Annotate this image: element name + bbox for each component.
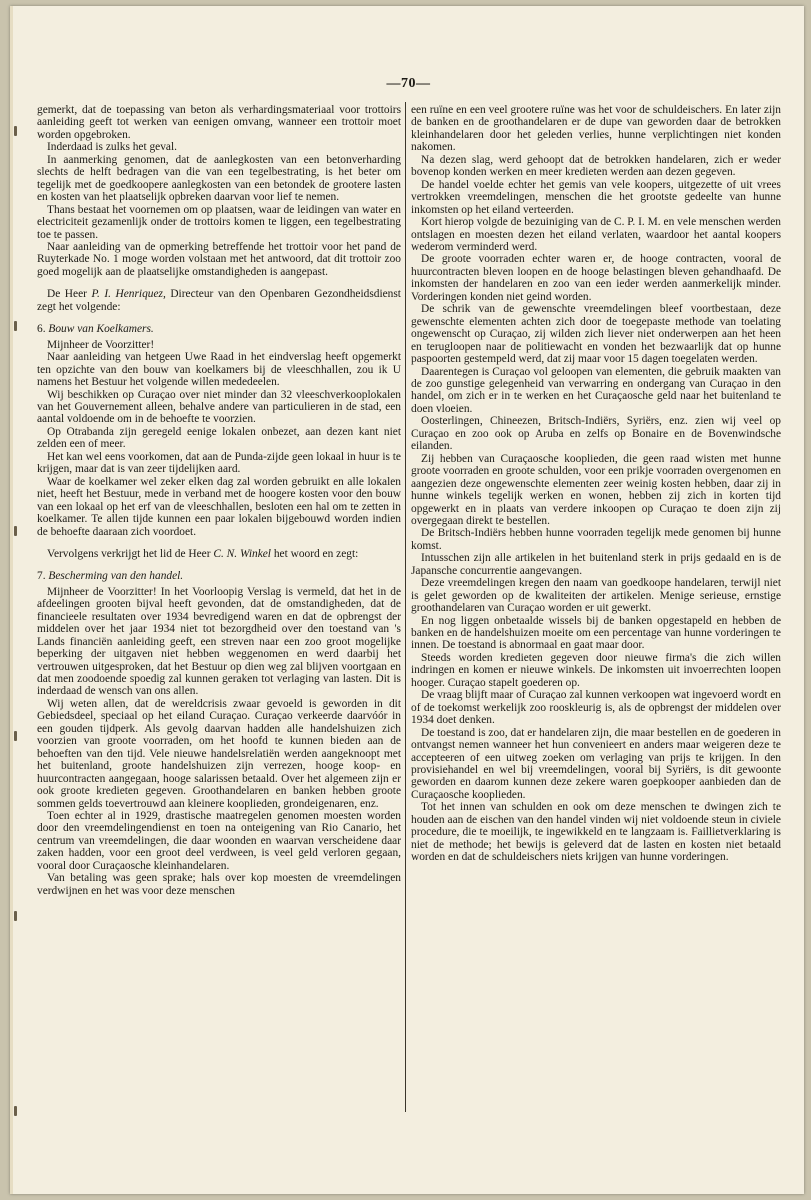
paragraph: En nog liggen onbetaalde wissels bij de banken opgestapeld en hebben de banken en de handelshuizen moeite om een percentage van hunne vorderingen te innen. De toestand is abnormaal en gaat maar door.	[411, 614, 781, 652]
paragraph: Na dezen slag, werd gehoopt dat de betrokken handelaren, zich er weder bovenop konden werken en meer kredieten werden aan dezen gegeven.	[411, 153, 781, 179]
section-heading-7	[37, 570, 401, 582]
paragraph: Het kan wel eens voorkomen, dat aan de Punda-zijde geen lokaal in huur is te krijgen, maar dat is van zeer tijdelijken aard.	[37, 450, 401, 476]
speaker-name: C. N. Winkel	[213, 547, 271, 560]
paragraph: Mijnheer de Voorzitter!	[47, 338, 155, 351]
column-divider	[405, 102, 406, 1112]
paragraph: Daarentegen is Curaçao vol geloopen van elementen, die gebruik maakten van de zoo gunstige gelegenheid van verwarring en ondergang van Curaçao in den handel, om zich er in te werken en het Curaçaosche geld naar het buitenland te doen vloeien.	[411, 365, 781, 415]
section-title: Bouw van Koelkamers.	[48, 323, 154, 336]
paragraph: Steeds worden kredieten gegeven door nieuwe firma's die zich willen indringen en komen er nieuwe winkels. De inkomsten uit invoerrechten loopen hooger. Curaçao stapelt goederen op.	[411, 651, 781, 689]
paragraph: Inderdaad is zulks het geval.	[47, 141, 177, 154]
paragraph: De toestand is zoo, dat er handelaren zijn, die maar bestellen en de goederen in ontvangst nemen wanneer het hun convenieert en anders maar weigeren deze te accepteeren of een uitweg zoeken om verlaging van prijs te krijgen. In den provisiehandel en wel bij vreemdelingen, vooral bij Syriërs, is dit gewoonte geworden en daarom kunnen deze zekere waren goepkooper aanbieden dan de Curaçaosche kooplieden.	[411, 726, 781, 801]
paragraph: Intusschen zijn alle artikelen in het buitenland sterk in prijs gedaald en is de Japansche concurrentie aangevangen.	[411, 552, 781, 577]
paragraph: Naar aanleiding van de opmerking betreffende het trottoir voor het pand de Ruyterkade No. 1 moge worden volstaan met het antwoord, dat dit trottoir zoo goed mogelijk aan de plaatselijke omstandigheden is aangepast.	[37, 240, 401, 278]
paragraph: Op Otrabanda zijn geregeld eenige lokalen onbezet, aan dezen kant niet zelden een of meer.	[37, 425, 401, 451]
binding-mark	[14, 731, 17, 741]
speaker-intro	[37, 288, 401, 313]
paragraph: Toen echter al in 1929, drastische maatregelen genomen moesten worden door den vreemdelingendienst en toen na onteigening van Rio Canario, het centrum van vreemdelingen, die daar woonden en waarvan verscheidene daar zaken hadden, voor een groot deel verdween, is veel geld verloren gegaan, vooral door Curaçaosche kleinhandelaren.	[37, 810, 401, 872]
paragraph: Waar de koelkamer wel zeker elken dag zal worden gebruikt en alle lokalen niet, heeft het Bestuur, mede in verband met de hoogere kosten voor den bouw van een lokaal op het erf van de vleeschhallen, besloten een hal om te zetten in koelkamer. Te allen tijde kunnen een paar lokalen bijgebouwd worden indien de behoefte daaraan zich voordoet.	[37, 475, 401, 538]
paragraph: Van betaling was geen sprake; hals over kop moesten de vreemdelingen verdwijnen en het was voor deze menschen	[37, 872, 401, 897]
section-number: 7.	[37, 570, 46, 583]
paragraph: gemerkt, dat de toepassing van beton als verhardingsmateriaal voor trottoirs aanleiding geeft tot werken van eenigen omvang, wanneer een trottoir moet worden opgebroken.	[37, 104, 401, 141]
paragraph: Wij beschikken op Curaçao over niet minder dan 32 vleeschverkooplokalen van het Gouvernement alleen, behalve andere van particulieren in de stad, een aantal voldoende om in de behoefte te voorzien.	[37, 388, 401, 426]
paragraph: De Britsch-Indiërs hebben hunne voorraden tegelijk mede genomen bij hunne komst.	[411, 527, 781, 552]
paragraph: Naar aanleiding van hetgeen Uwe Raad in het eindverslag heeft opgemerkt ten opzichte van den bouw van koelkamers bij de vleeschhallen, zou ik U namens het Bestuur het volgende willen mededeelen.	[37, 351, 401, 389]
right-column	[411, 104, 781, 864]
page-number: —70—	[386, 76, 431, 91]
paragraph: Deze vreemdelingen kregen den naam van goedkoope handelaren, terwijl niet is gelet geworden op de kwaliteiten der artikelen. Menige serieuse, ernstige groothandelaren van Curaçao worden er uit gewerkt.	[411, 577, 781, 615]
section-heading-6	[37, 323, 401, 335]
paragraph: een ruïne en een veel grootere ruïne was het voor de schuldeischers. En later zijn de banken en de groothandelaren er de dupe van geworden daar de betrokken kleinhandelaren door het geleden verlies, hunne verplichtingen niet konden nakomen.	[411, 104, 781, 154]
paragraph: Oosterlingen, Chineezen, Britsch-Indiërs, Syriërs, enz. zien wij veel op Curaçao en zoo ook op Aruba en zelfs op Bonaire en de Bovenwindsche eilanden.	[411, 415, 781, 453]
paragraph: Mijnheer de Voorzitter! In het Voorloopig Verslag is vermeld, dat het in de afdeelingen grooten bijval heeft gevonden, dat de omstandigheden, dat de financieele resultaten over 1934 bevredigend waren en dat de opbrengst der middelen over het jaar 1934 niet tot bezorgdheid over den toestand van 's Lands financiën aanleiding geeft, een streven naar een zoo groot mogelijke beperking der uitgaven niet hebben weggenomen en werd daarbij het vertrouwen uitgesproken, dat het Bestuur op dien weg zal blijven voortgaan en dat men zoodoende spoedig zal kunnen geraken tot verlaging van lasten. Dit is inderdaad de wensch van ons allen.	[37, 585, 401, 698]
paragraph: Kort hierop volgde de bezuiniging van de C. P. I. M. en vele menschen werden ontslagen en moesten dezen het eiland verlaten, waardoor het aantal koopers wederom verminderd werd.	[411, 216, 781, 253]
binding-mark	[14, 526, 17, 536]
paragraph: Tot het innen van schulden en ook om deze menschen te dwingen zich te houden aan de eischen van den handel vinden wij niet voldoende steun in civiele procedure, die te moeilijk, te ingewikkeld en te langzaam is. Faillietverklaring is niet de methode; het bewijs is geleverd dat de lasten en kosten niet betaald worden en dat de schuldeischers niets krijgen van hunne vorderingen.	[411, 801, 781, 864]
binding-mark	[14, 126, 17, 136]
speaker-name: P. I. Henriquez,	[91, 288, 166, 301]
binding-mark	[14, 1106, 17, 1116]
speaker-intro	[37, 548, 401, 560]
paragraph: De groote voorraden echter waren er, de hooge contracten, vooral de huurcontracten bleven loopen en de hooge belastingen bleven gehandhaafd. De inkomsten der handelaren en zoo van een ieder werden aanmerkelijk minder. Vorderingen konden niet geind worden.	[411, 253, 781, 303]
paragraph: Thans bestaat het voornemen om op plaatsen, waar de leidingen van water en electriciteit gezamenlijk onder de trottoirs komen te liggen, een tegelbestrating toe te passen.	[37, 203, 401, 241]
left-column	[37, 104, 401, 897]
paragraph: De vraag blijft maar of Curaçao zal kunnen verkoopen wat ingevoerd wordt en of de toekomst werkelijk zoo rooskleurig is, als de opbrengst der middelen over 1934 doet denken.	[411, 689, 781, 727]
binding-mark	[14, 911, 17, 921]
paragraph: Wij weten allen, dat de wereldcrisis zwaar gevoeld is geworden in dit Gebiedsdeel, speciaal op het eiland Curaçao. Curaçao verkeerde daarvóór in een gouden tijdperk. Als gevolg daarvan hadden alle handelshuizen zich voorzien van groote voorraden, om het hoofd te kunnen bieden aan de behoeften van den tijd. Vele nieuwe handelsrelatiën werden aangeknoopt met het buitenland, groote handelshuizen zijn verrezen, hooge koop- en huurcontracten aangegaan, hooge salarissen betaald. Over het algemeen zijn er ook groote kredieten gegeven. Groothandelaren en banken hebben groote sommen gelds toevertrouwd aan kleinere kooplieden, grondeigenaren, enz.	[37, 697, 401, 810]
speaker-intro-post: Directeur van den Openbaren Gezondheidsdienst zegt het volgende:	[37, 288, 401, 313]
document-page	[10, 6, 804, 1194]
paragraph: In aanmerking genomen, dat de aanlegkosten van een betonverharding slechts de helft bedragen van die van een tegelbestrating, is het beter om tegelijk met de goedkoopere aanlegkosten van een betondek de grootere lasten en kosten van het plaatselijk opbreken daarvan voor lief te nemen.	[37, 153, 401, 204]
speaker-intro-pre: De Heer	[47, 288, 87, 301]
paragraph: Zij hebben van Curaçaosche kooplieden, die geen raad wisten met hunne groote voorraden en groote schulden, voor een prikje voorraden overgenomen en aangezien deze ongewenschte elementen zeer weinig kosten hebben, daar zij in hunne winkels tegelijk werken en wonen, hebben zij zich in korten tijd opgewerkt en in plaats van verdere inkoopen op Curaçao te doen zijn zij overgegaan direkt te bestellen.	[411, 452, 781, 527]
section-number: 6.	[37, 323, 46, 336]
binding-mark	[14, 321, 17, 331]
paragraph: De handel voelde echter het gemis van vele koopers, uitgezette of uit vrees vertrokken vreemdelingen, menschen die het grootste gedeelte van hunne inkomsten op het eiland verteerden.	[411, 178, 781, 216]
speaker-intro-post: het woord en zegt:	[273, 547, 359, 560]
paragraph: De schrik van de gewenschte vreemdelingen bleef voortbestaan, deze gewenschte elementen achten zich door de toegepaste methode van toelating ongewenscht op Curaçao, zij wilden zich liever niet onderwerpen aan het heen en terugloopen naar de politiewacht en vonden het bezwaarlijk dat op hunne paspoorten gestempeld werd, dat zij maar voor 15 dagen toegelaten werden.	[411, 303, 781, 366]
speaker-intro-pre: Vervolgens verkrijgt het lid de Heer	[47, 547, 211, 560]
section-title: Bescherming van den handel.	[48, 570, 184, 583]
